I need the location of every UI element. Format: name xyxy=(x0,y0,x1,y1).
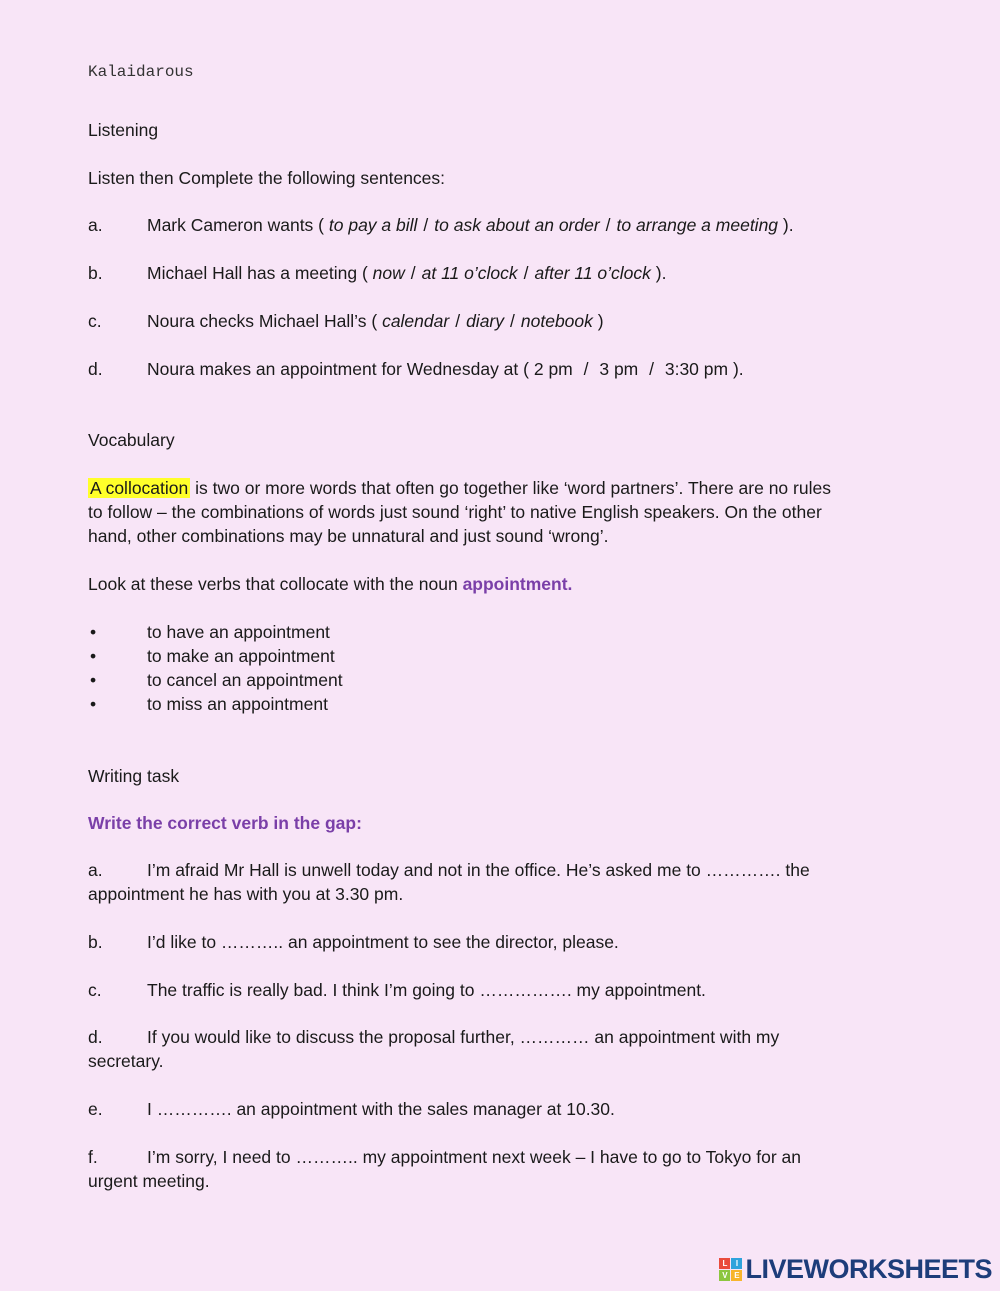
item-text: Noura checks Michael Hall’s ( xyxy=(147,311,378,331)
definition-line-3: hand, other combinations may be unnatural and just sound ‘wrong’. xyxy=(88,526,609,546)
definition-line-2: to follow – the combinations of words just sound ‘right’ to native English speakers. On the other xyxy=(88,502,822,522)
item-letter: b. xyxy=(88,263,103,283)
sentence-gap-text[interactable]: The traffic is really bad. I think I’m going to ……………. my appointment. xyxy=(147,980,706,1000)
bullet-icon: • xyxy=(90,670,97,690)
option-choice[interactable]: diary xyxy=(466,311,505,331)
sentence-gap-text[interactable]: If you would like to discuss the proposal further, ………… an appointment with my xyxy=(147,1027,780,1047)
item-text: Michael Hall has a meeting ( xyxy=(147,263,368,283)
option-choice[interactable]: calendar xyxy=(382,311,450,331)
listening-heading: Listening xyxy=(88,120,159,140)
option-choice[interactable]: 2 pm xyxy=(533,359,573,379)
collocation-text: to cancel an appointment xyxy=(147,670,343,690)
option-choice[interactable]: 3:30 pm xyxy=(664,359,729,379)
collocation-text: to make an appointment xyxy=(147,646,335,666)
look-text: Look at these verbs that collocate with the noun xyxy=(88,574,458,594)
item-letter: c. xyxy=(88,980,102,1000)
collocation-text: to miss an appointment xyxy=(147,694,328,714)
writing-item-d xyxy=(88,1025,898,1073)
look-noun: appointment. xyxy=(462,574,573,594)
item-end: ). xyxy=(732,359,744,379)
writing-item-c xyxy=(88,978,898,1002)
logo-letter: E xyxy=(731,1270,742,1281)
sentence-continuation: urgent meeting. xyxy=(88,1171,210,1191)
option-choice[interactable]: 3 pm xyxy=(599,359,639,379)
logo-letter: I xyxy=(731,1258,742,1269)
item-letter: d. xyxy=(88,1027,103,1047)
option-choice[interactable]: to arrange a meeting xyxy=(616,215,779,235)
item-end: ). xyxy=(782,215,794,235)
collocation-text: to have an appointment xyxy=(147,622,330,642)
option-choice[interactable]: to ask about an order xyxy=(434,215,600,235)
bullet-icon: • xyxy=(90,646,97,666)
option-choice[interactable]: notebook xyxy=(520,311,593,331)
item-text: Mark Cameron wants ( xyxy=(147,215,324,235)
sentence-gap-text[interactable]: I’d like to ……….. an appointment to see the director, please. xyxy=(147,932,619,952)
definition-text: is two or more words that often go together like ‘word partners’. There are no rules xyxy=(195,478,831,498)
collocation-highlight: A collocation xyxy=(90,478,189,498)
item-letter: a. xyxy=(88,215,103,235)
writing-item-a xyxy=(88,858,898,906)
definition-line-1 xyxy=(88,476,831,500)
option-choice[interactable]: to pay a bill xyxy=(328,215,418,235)
sentence-gap-text[interactable]: I …………. an appointment with the sales manager at 10.30. xyxy=(147,1099,615,1119)
item-letter: e. xyxy=(88,1099,103,1119)
sentence-continuation: secretary. xyxy=(88,1051,164,1071)
writing-instruction: Write the correct verb in the gap: xyxy=(88,813,362,833)
vocabulary-heading: Vocabulary xyxy=(88,430,175,450)
item-text: Noura makes an appointment for Wednesday at ( xyxy=(147,359,529,379)
option-choice[interactable]: at 11 o’clock xyxy=(421,263,518,283)
logo-letter: L xyxy=(719,1258,730,1269)
logo-icon xyxy=(719,1258,742,1281)
item-letter: c. xyxy=(88,311,102,331)
look-instruction xyxy=(88,572,572,596)
writing-item-b xyxy=(88,930,898,954)
item-letter: d. xyxy=(88,359,103,379)
sentence-gap-text[interactable]: I’m afraid Mr Hall is unwell today and not in the office. He’s asked me to …………. the xyxy=(147,860,810,880)
option-choice[interactable]: now xyxy=(372,263,405,283)
item-end: ) xyxy=(597,311,604,331)
sentence-gap-text[interactable]: I’m sorry, I need to ……….. my appointment next week – I have to go to Tokyo for an xyxy=(147,1147,801,1167)
item-letter: b. xyxy=(88,932,103,952)
bullet-icon: • xyxy=(90,694,97,714)
logo-letter: V xyxy=(719,1270,730,1281)
writing-item-f xyxy=(88,1145,898,1193)
writing-heading: Writing task xyxy=(88,766,180,786)
author-name: Kalaidarous xyxy=(88,63,194,81)
bullet-icon: • xyxy=(90,622,97,642)
option-choice[interactable]: after 11 o’clock xyxy=(534,263,651,283)
item-letter: f. xyxy=(88,1147,98,1167)
liveworksheets-logo[interactable] xyxy=(719,1254,992,1284)
listening-instruction: Listen then Complete the following sentences: xyxy=(88,168,446,188)
writing-item-e xyxy=(88,1097,898,1121)
item-letter: a. xyxy=(88,860,103,880)
item-end: ). xyxy=(655,263,667,283)
sentence-continuation: appointment he has with you at 3.30 pm. xyxy=(88,884,404,904)
logo-text: LIVEWORKSHEETS xyxy=(745,1253,992,1284)
